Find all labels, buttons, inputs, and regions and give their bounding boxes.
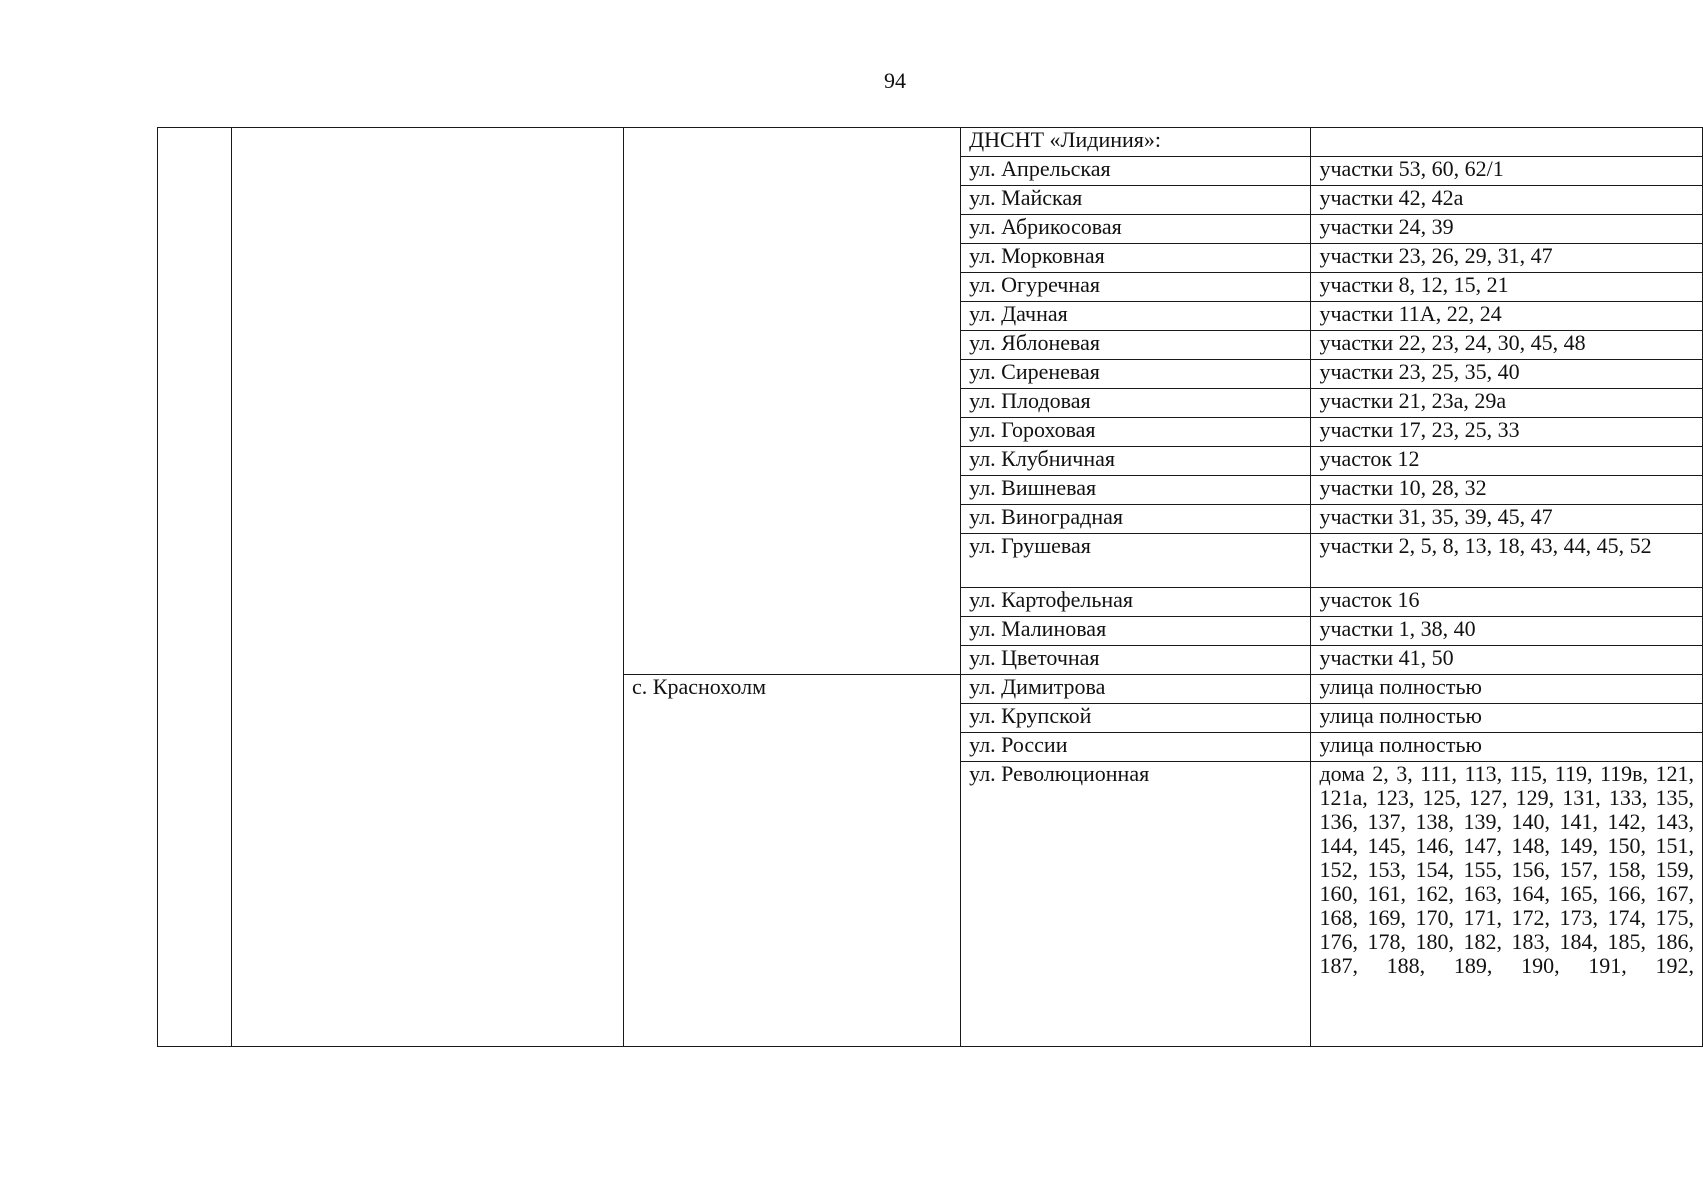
table-cell-street: ул. Клубничная (961, 447, 1311, 476)
table-cell-street: ул. Виноградная (961, 505, 1311, 534)
table-cell-settlement-empty (624, 128, 961, 675)
table-cell-street: ул. Яблоневая (961, 331, 1311, 360)
table-cell-street: ул. Сиреневая (961, 360, 1311, 389)
table-cell-plots: участки 31, 35, 39, 45, 47 (1311, 505, 1703, 534)
table-cell-plots: участки 23, 26, 29, 31, 47 (1311, 244, 1703, 273)
table-cell-plots: участки 17, 23, 25, 33 (1311, 418, 1703, 447)
table-cell-plots: участки 53, 60, 62/1 (1311, 157, 1703, 186)
table-cell-plots: улица полностью (1311, 704, 1703, 733)
table-cell-plots: участки 10, 28, 32 (1311, 476, 1703, 505)
table-cell-settlement: с. Краснохолм (624, 675, 961, 1047)
table-cell-association: ДНСНТ «Лидиния»: (961, 128, 1311, 157)
table-cell-street: ул. Апрельская (961, 157, 1311, 186)
table-cell-street: ул. Димитрова (961, 675, 1311, 704)
table-cell-street: ул. Огуречная (961, 273, 1311, 302)
table-cell-plots-empty (1311, 128, 1703, 157)
table-cell-plots: участки 24, 39 (1311, 215, 1703, 244)
table-cell-street: ул. России (961, 733, 1311, 762)
table-cell-street: ул. Малиновая (961, 617, 1311, 646)
table-cell-street: ул. Дачная (961, 302, 1311, 331)
table-cell-plots: участки 2, 5, 8, 13, 18, 43, 44, 45, 52 (1311, 534, 1703, 588)
table-cell-street: ул. Крупской (961, 704, 1311, 733)
table-row (158, 128, 1703, 157)
table-cell-street: ул. Грушевая (961, 534, 1311, 588)
table-cell-plots: участок 12 (1311, 447, 1703, 476)
table-cell-plots: участок 16 (1311, 588, 1703, 617)
table-cell-street: ул. Плодовая (961, 389, 1311, 418)
table-cell-plots: улица полностью (1311, 733, 1703, 762)
table-cell-street: ул. Цветочная (961, 646, 1311, 675)
table-cell-plots: участки 1, 38, 40 (1311, 617, 1703, 646)
table-cell-number (158, 128, 232, 1047)
table-cell-street: ул. Гороховая (961, 418, 1311, 447)
table-cell-plots: участки 21, 23а, 29а (1311, 389, 1703, 418)
table-cell-plots: дома 2, 3, 111, 113, 115, 119, 119в, 121, 121а, 123, 125, 127, 129, 131, 133, 135, 136, 137, 138, 139, 140, 141, 142, 143, 144, 145, 146, 147, 148, 149, 150, 151, 152, 153, 154, 155, 156, 157, 158, 159, 160, 161, 162, 163, 164, 165, 166, 167, 168, 169, 170, 171, 172, 173, 174, 175, 176, 178, 180, 182, 183, 184, 185, 186, 187, 188, 189, 190, 191, 192, (1311, 762, 1703, 1047)
table-cell-district (232, 128, 624, 1047)
table-cell-plots: участки 41, 50 (1311, 646, 1703, 675)
settlement-streets-table (157, 127, 1703, 1047)
table-cell-plots: участки 8, 12, 15, 21 (1311, 273, 1703, 302)
table-cell-plots: участки 22, 23, 24, 30, 45, 48 (1311, 331, 1703, 360)
table-cell-street: ул. Революционная (961, 762, 1311, 1047)
table-cell-street: ул. Картофельная (961, 588, 1311, 617)
table-cell-plots: участки 11А, 22, 24 (1311, 302, 1703, 331)
table-cell-plots: участки 23, 25, 35, 40 (1311, 360, 1703, 389)
table-cell-street: ул. Морковная (961, 244, 1311, 273)
table-cell-street: ул. Майская (961, 186, 1311, 215)
page-number: 94 (884, 68, 906, 93)
table-cell-plots: участки 42, 42а (1311, 186, 1703, 215)
table-cell-street: ул. Вишневая (961, 476, 1311, 505)
table-cell-plots: улица полностью (1311, 675, 1703, 704)
table-cell-street: ул. Абрикосовая (961, 215, 1311, 244)
